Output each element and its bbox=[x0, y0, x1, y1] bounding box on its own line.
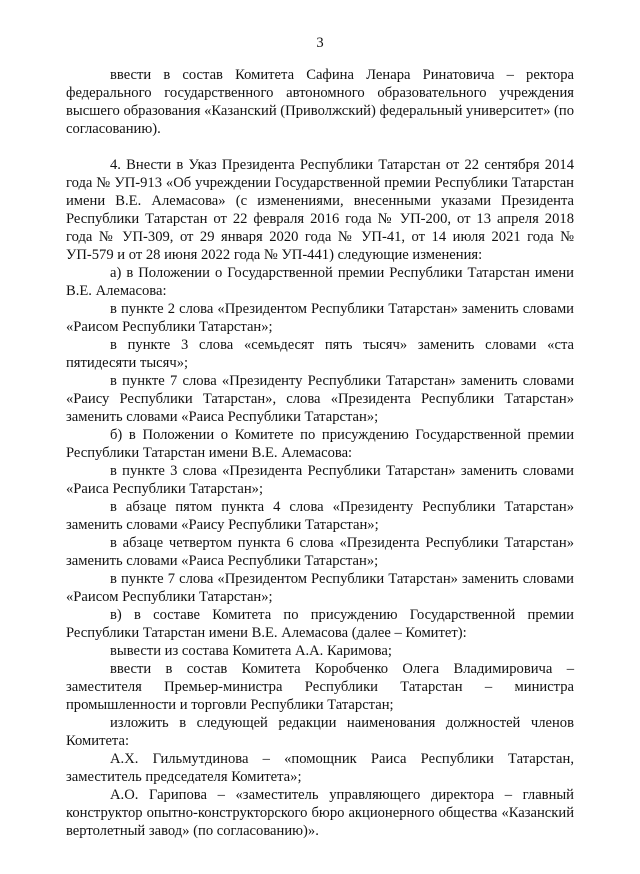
paragraph-gap bbox=[66, 138, 574, 156]
paragraph-subitem-b: б) в Положении о Комитете по присуждению Государственной премии Республики Татарстан имени В.Е. Алемасова: bbox=[66, 427, 574, 461]
paragraph-amendment: в абзаце четвертом пункта 6 слова «Президента Республики Татарстан» заменить словами «Раиса Республики Татарстан»; bbox=[66, 535, 574, 569]
paragraph-amendment: в пункте 7 слова «Президенту Республики Татарстан» заменить словами «Раису Республики Татарстан», слова «Президента Республики Татарстан» заменить словами «Раиса Республики Татарстан»; bbox=[66, 373, 574, 425]
paragraph-intro: ввести в состав Комитета Сафина Ленара Ринатовича – ректора федерального государственного автономного образовательного учреждения высшего образования «Казанский (Приволжский) федеральный университет» (по согласованию). bbox=[66, 67, 574, 137]
paragraph-amendment: в пункте 7 слова «Президентом Республики Татарстан» заменить словами «Раисом Республики Татарстан»; bbox=[66, 571, 574, 605]
page-number: 3 bbox=[316, 35, 324, 51]
paragraph-amendment: ввести в состав Комитета Коробченко Олега Владимировича – заместителя Премьер-министра Республики Татарстан – министра промышленности и торговли Республики Татарстан; bbox=[66, 661, 574, 713]
paragraph-member: А.Х. Гильмутдинова – «помощник Раиса Республики Татарстан, заместитель председателя Комитета»; bbox=[66, 751, 574, 785]
paragraph-amendment: в абзаце пятом пункта 4 слова «Президенту Республики Татарстан» заменить словами «Раису Республики Татарстан»; bbox=[66, 499, 574, 533]
paragraph-amendment: в пункте 2 слова «Президентом Республики Татарстан» заменить словами «Раисом Республики Татарстан»; bbox=[66, 301, 574, 335]
paragraph-subitem-a: а) в Положении о Государственной премии Республики Татарстан имени В.Е. Алемасова: bbox=[66, 265, 574, 299]
document-body bbox=[66, 66, 574, 840]
paragraph-member: А.О. Гарипова – «заместитель управляющего директора – главный конструктор опытно-конструкторского бюро акционерного общества «Казанский вертолетный завод» (по согласованию)». bbox=[66, 787, 574, 839]
paragraph-subitem-v: в) в составе Комитета по присуждению Государственной премии Республики Татарстан имени В.Е. Алемасова (далее – Комитет): bbox=[66, 607, 574, 641]
paragraph-amendment: изложить в следующей редакции наименования должностей членов Комитета: bbox=[66, 715, 574, 749]
paragraph-item-4: 4. Внести в Указ Президента Республики Татарстан от 22 сентября 2014 года № УП-913 «Об учреждении Государственной премии Республики Татарстан имени В.Е. Алемасова» (с изменениями, внесенными указами Президента Республики Татарстан от 22 февраля 2016 года № УП-200, от 13 апреля 2018 года № УП-309, от 29 января 2020 года № УП-41, от 14 июля 2021 года № УП-579 и от 28 июня 2022 года № УП-441) следующие изменения: bbox=[66, 157, 574, 263]
paragraph-amendment: в пункте 3 слова «семьдесят пять тысяч» заменить словами «ста пятидесяти тысяч»; bbox=[66, 337, 574, 371]
paragraph-amendment: в пункте 3 слова «Президента Республики Татарстан» заменить словами «Раиса Республики Татарстан»; bbox=[66, 463, 574, 497]
paragraph-amendment: вывести из состава Комитета А.А. Каримова; bbox=[110, 643, 392, 659]
